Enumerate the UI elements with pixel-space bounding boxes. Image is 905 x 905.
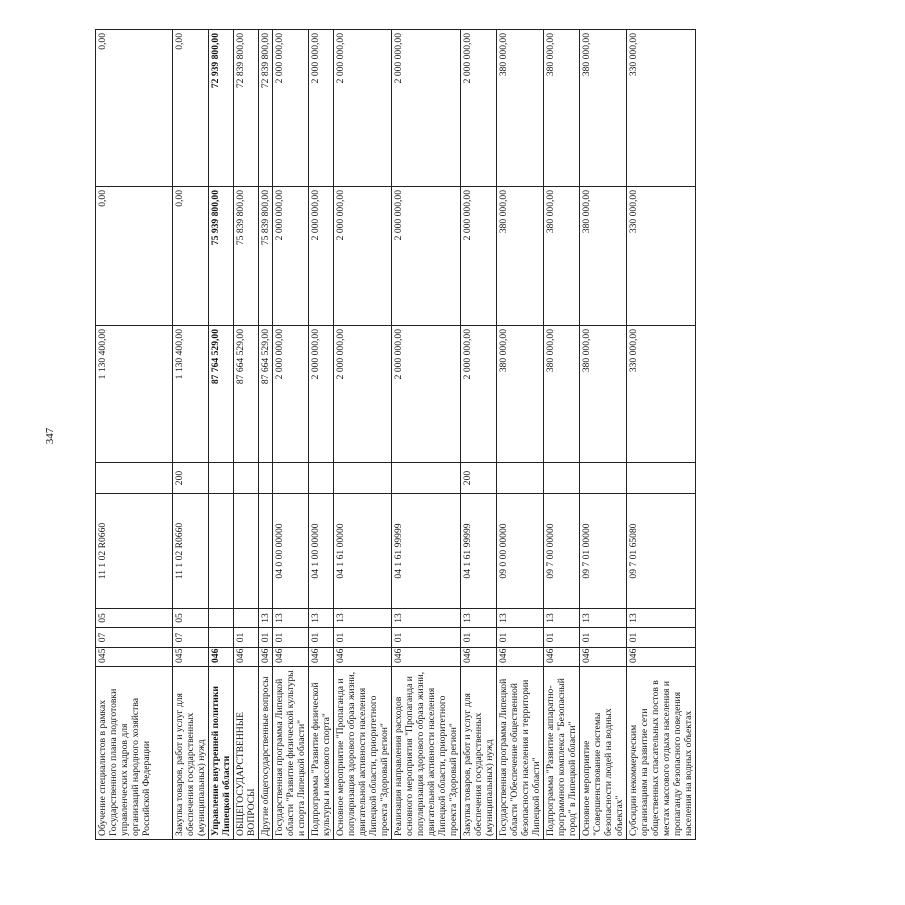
table-row: [273, 30, 309, 840]
row-gr: 045: [173, 648, 209, 667]
row-value-3: 72 839 800,00: [259, 30, 273, 187]
row-csr: [209, 494, 234, 609]
row-name: Другие общегосударственные вопросы: [259, 667, 273, 840]
row-rz: 01: [392, 628, 461, 648]
budget-table: [95, 29, 696, 840]
row-rz: 01: [497, 628, 544, 648]
row-gr: 046: [259, 648, 273, 667]
table-container: [95, 30, 694, 840]
row-csr: 09 0 00 00000: [497, 494, 544, 609]
row-pr: [209, 609, 234, 628]
row-value-3: 72 939 800,00: [209, 30, 234, 187]
table-row: [627, 30, 696, 840]
row-vr: [497, 463, 544, 494]
table-row: [96, 30, 173, 840]
row-gr: 046: [334, 648, 392, 667]
table-row: [544, 30, 580, 840]
row-value-2: 2 000 000,00: [392, 187, 461, 326]
row-rz: 01: [544, 628, 580, 648]
row-gr: 046: [497, 648, 544, 667]
row-rz: 01: [234, 628, 259, 648]
row-value-1: 2 000 000,00: [309, 326, 334, 463]
table-body: [96, 30, 696, 840]
row-pr: 13: [461, 609, 497, 628]
row-vr: [627, 463, 696, 494]
table-row: [497, 30, 544, 840]
row-pr: 13: [273, 609, 309, 628]
row-gr: 046: [209, 648, 234, 667]
row-value-2: 380 000,00: [544, 187, 580, 326]
row-value-3: 380 000,00: [544, 30, 580, 187]
row-csr: [234, 494, 259, 609]
row-value-1: 87 664 529,00: [234, 326, 259, 463]
row-vr: [273, 463, 309, 494]
row-value-3: 2 000 000,00: [334, 30, 392, 187]
row-value-2: 75 839 800,00: [234, 187, 259, 326]
row-value-1: 380 000,00: [497, 326, 544, 463]
row-value-3: 0,00: [96, 30, 173, 187]
row-value-2: 0,00: [96, 187, 173, 326]
row-value-1: 87 764 529,00: [209, 326, 234, 463]
table-row: [309, 30, 334, 840]
row-rz: 07: [96, 628, 173, 648]
row-value-1: 2 000 000,00: [461, 326, 497, 463]
row-vr: [544, 463, 580, 494]
row-name: Подпрограмма "Развитие аппаратно-программного комплекса "Безопасный город" в Липецкой области": [544, 667, 580, 840]
row-rz: 01: [259, 628, 273, 648]
row-name: Закупка товаров, работ и услуг для обеспечения государственных (муниципальных) нужд: [461, 667, 497, 840]
row-pr: 13: [544, 609, 580, 628]
row-csr: 04 1 61 99999: [461, 494, 497, 609]
row-vr: 200: [173, 463, 209, 494]
table-row: [173, 30, 209, 840]
row-pr: 05: [96, 609, 173, 628]
row-pr: 05: [173, 609, 209, 628]
row-name: Подпрограмма "Развитие физической культуры и массового спорта": [309, 667, 334, 840]
row-name: Государственная программа Липецкой области "Обеспечение общественной безопасности населения и территории Липецкой области": [497, 667, 544, 840]
row-csr: 09 7 01 65080: [627, 494, 696, 609]
row-value-3: 0,00: [173, 30, 209, 187]
table-row: [334, 30, 392, 840]
row-pr: 13: [497, 609, 544, 628]
table-row: [234, 30, 259, 840]
row-value-2: 75 939 800,00: [209, 187, 234, 326]
table-row: [580, 30, 627, 840]
row-pr: 13: [309, 609, 334, 628]
row-vr: [234, 463, 259, 494]
row-gr: 046: [234, 648, 259, 667]
row-value-3: 72 839 800,00: [234, 30, 259, 187]
row-value-1: 330 000,00: [627, 326, 696, 463]
row-vr: [209, 463, 234, 494]
row-value-2: 380 000,00: [497, 187, 544, 326]
row-rz: 01: [627, 628, 696, 648]
row-pr: 13: [259, 609, 273, 628]
row-pr: 13: [580, 609, 627, 628]
row-name: Управление внутренней политики Липецкой области: [209, 667, 234, 840]
row-value-3: 2 000 000,00: [309, 30, 334, 187]
row-value-2: 330 000,00: [627, 187, 696, 326]
row-value-1: 2 000 000,00: [273, 326, 309, 463]
table-row: [461, 30, 497, 840]
row-csr: 04 1 00 00000: [309, 494, 334, 609]
table-row: [392, 30, 461, 840]
row-rz: 01: [580, 628, 627, 648]
row-name: Обучение специалистов в рамках Государственного плана подготовки управленческих кадров для организаций народного хозяйства Российской Федерации: [96, 667, 173, 840]
row-value-3: 330 000,00: [627, 30, 696, 187]
row-value-2: 2 000 000,00: [461, 187, 497, 326]
page-number: 347: [44, 427, 56, 445]
row-value-1: 2 000 000,00: [334, 326, 392, 463]
row-rz: 01: [461, 628, 497, 648]
row-csr: 04 1 61 99999: [392, 494, 461, 609]
row-rz: [209, 628, 234, 648]
row-rz: 01: [273, 628, 309, 648]
row-csr: 09 7 00 00000: [544, 494, 580, 609]
row-gr: 046: [392, 648, 461, 667]
row-gr: 046: [461, 648, 497, 667]
row-name: Субсидии некоммерческим организациям на развитие сети общественных спасательных постов в местах массового отдыха населения и пропаганду безопасного поведения населения на водных объектах: [627, 667, 696, 840]
row-value-3: 380 000,00: [580, 30, 627, 187]
row-pr: [234, 609, 259, 628]
row-pr: 13: [627, 609, 696, 628]
row-value-1: 380 000,00: [580, 326, 627, 463]
row-gr: 046: [627, 648, 696, 667]
row-vr: [96, 463, 173, 494]
row-rz: 01: [309, 628, 334, 648]
row-value-3: 380 000,00: [497, 30, 544, 187]
row-value-1: 380 000,00: [544, 326, 580, 463]
row-csr: 04 1 61 00000: [334, 494, 392, 609]
row-gr: 045: [96, 648, 173, 667]
row-value-2: 2 000 000,00: [334, 187, 392, 326]
row-name: Реализация направления расходов основного мероприятия "Пропаганда и популяризация здорового образа жизни, двигательной активности населения Липецкой области, приоритетного проекта "Здоровый регион": [392, 667, 461, 840]
row-csr: 11 1 02 R0660: [96, 494, 173, 609]
row-gr: 046: [544, 648, 580, 667]
rotated-table-area: [95, 30, 905, 836]
row-vr: [392, 463, 461, 494]
row-rz: 01: [334, 628, 392, 648]
row-value-2: 75 839 800,00: [259, 187, 273, 326]
row-pr: 13: [392, 609, 461, 628]
row-name: Основное мероприятие "Пропаганда и популяризация здорового образа жизни, двигательной активности населения Липецкой области, приоритетного проекта "Здоровый регион": [334, 667, 392, 840]
row-vr: [259, 463, 273, 494]
table-row: [209, 30, 234, 840]
row-csr: 04 0 00 00000: [273, 494, 309, 609]
row-name: ОБЩЕГОСУДАРСТВЕННЫЕ ВОПРОСЫ: [234, 667, 259, 840]
row-gr: 046: [309, 648, 334, 667]
row-vr: [334, 463, 392, 494]
row-name: Основное мероприятие "Совершенствование системы безопасности людей на водных объектах": [580, 667, 627, 840]
row-value-2: 2 000 000,00: [309, 187, 334, 326]
row-value-1: 2 000 000,00: [392, 326, 461, 463]
row-value-3: 2 000 000,00: [461, 30, 497, 187]
row-vr: [309, 463, 334, 494]
row-value-2: 380 000,00: [580, 187, 627, 326]
row-csr: [259, 494, 273, 609]
row-value-2: 0,00: [173, 187, 209, 326]
row-value-3: 2 000 000,00: [392, 30, 461, 187]
row-csr: 11 1 02 R0660: [173, 494, 209, 609]
row-name: Закупка товаров, работ и услуг для обеспечения государственных (муниципальных) нужд: [173, 667, 209, 840]
row-value-2: 2 000 000,00: [273, 187, 309, 326]
row-vr: 200: [461, 463, 497, 494]
row-value-1: 87 664 529,00: [259, 326, 273, 463]
row-rz: 07: [173, 628, 209, 648]
row-pr: 13: [334, 609, 392, 628]
row-gr: 046: [273, 648, 309, 667]
row-vr: [580, 463, 627, 494]
table-row: [259, 30, 273, 840]
row-csr: 09 7 01 00000: [580, 494, 627, 609]
row-value-3: 2 000 000,00: [273, 30, 309, 187]
row-value-1: 1 130 400,00: [173, 326, 209, 463]
row-value-1: 1 130 400,00: [96, 326, 173, 463]
row-gr: 046: [580, 648, 627, 667]
row-name: Государственная программа Липецкой области "Развитие физической культуры и спорта Липецкой области": [273, 667, 309, 840]
